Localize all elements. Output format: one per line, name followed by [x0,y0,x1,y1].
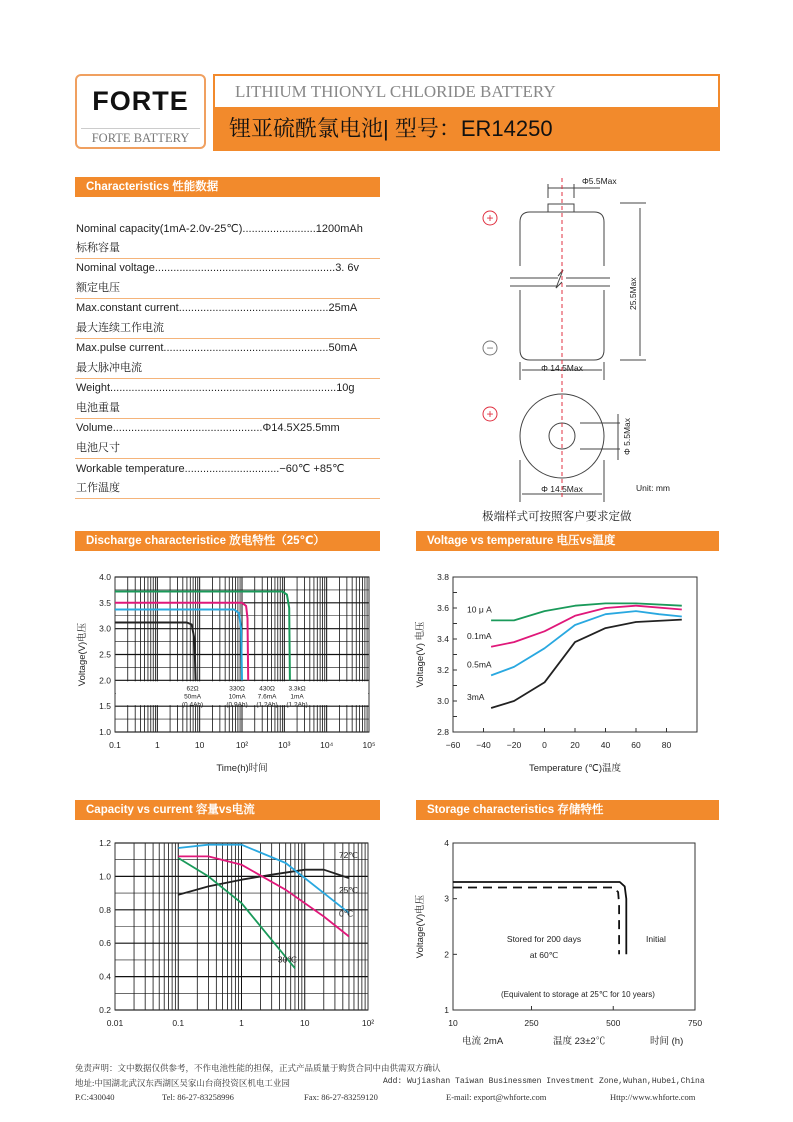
series-line [453,888,619,955]
address-en: Add: Wujiashan Taiwan Businessmen Investment Zone,Wuhan,Hubei,China [383,1077,705,1086]
x-tick-label: 1 [239,1018,244,1028]
discharge-label: 430Ω [259,685,275,693]
series-label: 72℃ [338,850,358,861]
y-tick-label: 2.8 [437,727,449,737]
characteristic-cn: 最大连续工作电流 [76,322,164,334]
storage-chart [453,843,695,1010]
x-tick-label: 10³ [278,740,291,750]
characteristic-en: Workable temperature...............................−60℃ +85℃ [76,463,345,475]
series-label: 10 μ A [467,604,492,615]
characteristic-cn: 最大脉冲电流 [76,362,142,374]
x-tick-label: 10 [300,1018,310,1028]
height-label: 25.5Max [628,277,638,310]
y-tick-label: 0.8 [99,904,111,915]
plus-sign: + [486,407,494,421]
characteristic-cn: 电池重量 [76,402,120,414]
y-tick-label: 3.0 [99,623,111,634]
email-link[interactable]: E-mail: export@whforte.com [446,1092,547,1102]
y-tick-label: 3.8 [437,572,449,582]
capacity-chart [115,843,368,1010]
series-label: −30℃ [272,954,297,965]
y-tick-label: 2 [444,949,449,960]
characteristic-cn: 电池尺寸 [76,442,120,454]
title-english: LITHIUM THIONYL CHLORIDE BATTERY [235,82,556,101]
series-line [115,610,242,681]
discharge-label: 1mA [290,693,304,701]
characteristic-en: Max.pulse current......................................................50mA [76,342,358,354]
y-axis-label: Voltage(V)电压 [77,622,88,687]
postcode: P.C:430040 [75,1092,115,1102]
x-tick-label: 10² [235,740,249,750]
y-tick-label: 0.6 [99,938,111,949]
logo-subtitle: FORTE BATTERY [81,128,200,146]
initial-label: Initial [646,934,666,944]
y-tick-label: 3.5 [99,597,111,608]
x-tick-label: 500 [606,1018,621,1028]
telephone: Tel: 86-27-83258996 [162,1092,234,1102]
x-tick-label: 80 [661,740,672,750]
x-tick-label: 250 [524,1018,539,1028]
series-line [115,592,290,681]
y-tick-label: 1.0 [99,727,111,737]
characteristic-en: Max.constant current.................................................25mA [76,302,358,314]
series-label: 0℃ [338,908,354,919]
current-label: 电流 2mA [462,1036,504,1047]
logo-brand: FORTE [92,86,189,116]
title-chinese: 锂亚硫酰氯电池| 型号：ER14250 [215,107,718,149]
temperature-header: Voltage vs temperature 电压vs温度 [416,531,719,551]
equivalence-note: (Equivalent to storage at 25℃ for 10 years) [501,990,655,999]
characteristic-cn: 额定电压 [76,282,120,294]
y-tick-label: 4 [444,838,449,848]
series-line [491,603,682,620]
characteristic-en: Volume.................................................Φ14.5X25.5mm [76,422,340,434]
x-tick-label: 0 [542,740,547,750]
characteristic-en: Weight..........................................................................10g [76,382,355,394]
x-tick-label: 10 [448,1018,458,1028]
x-tick-label: 60 [631,740,641,750]
address-cn: 地址:中国湖北武汉东西湖区吴家山台商投资区机电工业园 [75,1078,290,1088]
x-tick-label: 750 [687,1018,703,1028]
series-label: 0.1mA [467,630,492,641]
x-tick-label: 1 [154,740,160,750]
y-tick-label: 3 [444,893,449,904]
plot-frame [453,577,697,732]
y-tick-label: 1 [444,1005,449,1015]
characteristics-header: Characteristics 性能数据 [75,177,380,197]
y-axis-label: Voltage(V) 电压 [415,621,426,688]
y-tick-label: 4.0 [99,572,111,582]
x-tick-label: 0.01 [106,1018,124,1028]
x-axis-label: Temperature (℃)温度 [529,763,621,774]
x-tick-label: −40 [476,740,491,750]
bottom-diameter-label: Φ 14.5Max [541,484,583,494]
discharge-label: 3.3kΩ [288,685,306,693]
discharge-label: 50mA [184,693,202,701]
stored-label: Stored for 200 days [506,934,582,944]
discharge-label: (0.9Ah) [226,701,248,709]
y-tick-label: 2.5 [99,649,111,660]
storage-header: Storage characteristics 存储特性 [416,800,719,820]
x-tick-label: 10 [194,740,205,750]
unit-label: Unit: mm [636,483,670,493]
y-tick-label: 3.4 [437,634,449,644]
x-tick-label: 10² [361,1018,375,1028]
x-tick-label: 0.1 [172,1018,185,1028]
x-tick-label: −20 [506,740,522,750]
minus-sign: − [486,341,494,355]
x-axis-label: Time(h)时间 [216,763,268,774]
series-label: 3mA [467,691,485,702]
time-label: 时间 (h) [650,1036,684,1047]
discharge-label: (0.4Ah) [181,701,204,709]
plus-sign: + [486,211,494,225]
x-tick-label: 40 [600,740,611,750]
y-tick-label: 0.4 [99,971,111,982]
discharge-header: Discharge characteristice 放电特性（25℃） [75,531,380,551]
x-tick-label: 0.1 [109,740,121,750]
characteristic-en: Nominal capacity(1mA-2.0v-25℃)........................1200mAh [76,223,363,235]
terminal-diameter-label: Φ 5.5Max [622,417,632,455]
website-link[interactable]: Http://www.whforte.com [610,1092,696,1102]
series-label: 0.5mA [467,659,492,670]
top-diameter-label: Φ5.5Max [582,176,617,186]
x-tick-label: 10⁴ [320,740,334,750]
stored-label-2: at 60℃ [529,950,559,960]
discharge-label: 62Ω [186,685,199,693]
body-diameter-label: Φ 14.5Max [541,363,583,373]
characteristic-cn: 工作温度 [76,482,120,494]
discharge-label: 330Ω [229,685,245,693]
discharge-label: (1.2Ah) [256,701,278,709]
temp-chart [453,577,697,732]
y-axis-label: Voltage(V)电压 [415,894,426,959]
y-tick-label: 1.2 [99,838,111,848]
temperature-label: 温度 23±2℃ [553,1036,606,1047]
characteristic-en: Nominal voltage...........................................................3. 6v [76,262,360,274]
x-tick-label: 10⁵ [362,740,376,750]
y-tick-label: 3.2 [437,665,449,675]
drawing-note: 极端样式可按照客户要求定做 [482,511,632,523]
plot-frame [453,843,695,1010]
y-tick-label: 3.6 [437,603,449,613]
x-tick-label: 20 [570,740,580,750]
fax: Fax: 86-27-83259120 [304,1092,378,1102]
discharge-label: (1.2Ah) [286,701,308,709]
y-tick-label: 1.5 [99,701,111,712]
x-tick-label: −60 [445,740,461,750]
y-tick-label: 3.0 [437,696,449,706]
characteristic-cn: 标称容量 [76,242,120,254]
discharge-chart [115,577,369,732]
capacity-header: Capacity vs current 容量vs电流 [75,800,380,820]
discharge-label: 7.6mA [257,693,277,701]
discharge-label: 10mA [228,693,246,701]
series-label: 25℃ [338,885,358,896]
y-tick-label: 0.2 [99,1005,111,1015]
disclaimer: 免责声明：文中数据仅供参考，不作电池性能的担保，正式产品质量于购货合同中由供需双方确认 [75,1063,441,1073]
y-tick-label: 1.0 [99,871,111,882]
y-tick-label: 2.0 [99,675,111,686]
series-line [491,606,682,647]
